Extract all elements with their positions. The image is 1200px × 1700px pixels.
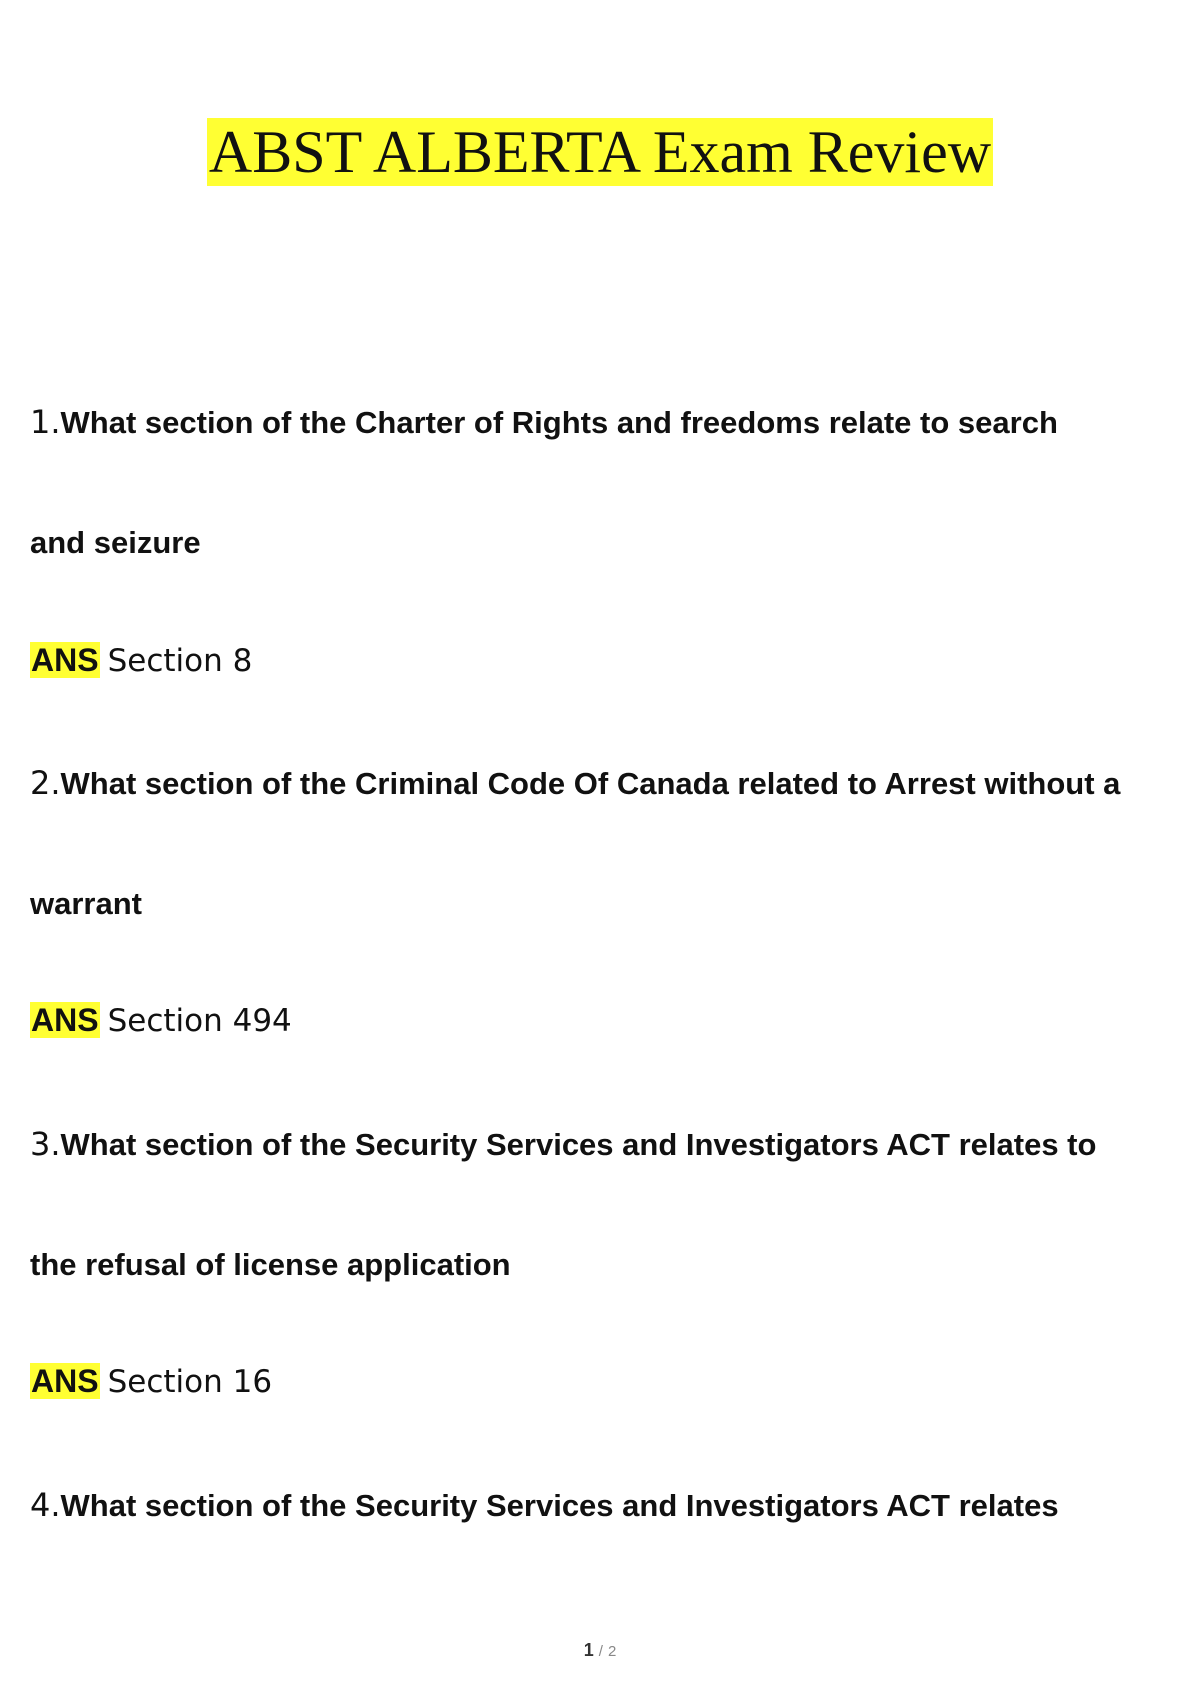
page-indicator [0, 1640, 1200, 1661]
question-3-line-1 [30, 1124, 1096, 1165]
answer-2-text: Section 494 [107, 1003, 292, 1039]
answer-1 [30, 640, 252, 681]
question-1-text-continued: and seizure [30, 525, 201, 560]
answer-3-text: Section 16 [107, 1364, 273, 1400]
question-1-text: What section of the Charter of Rights and freedoms relate to search [60, 405, 1058, 440]
question-1-line-2 [30, 522, 201, 563]
question-3-line-2 [30, 1244, 511, 1285]
page-separator: / [598, 1643, 603, 1660]
question-4-text: What section of the Security Services and Investigators ACT relates [60, 1488, 1059, 1523]
answer-3-label: ANS [31, 1363, 99, 1399]
question-1-line-1 [30, 402, 1058, 443]
question-2-line-1 [30, 763, 1120, 804]
answer-1-label: ANS [31, 642, 99, 678]
question-3-number: 3. [30, 1125, 61, 1163]
question-3-text-continued: the refusal of license application [30, 1247, 511, 1282]
answer-2-label: ANS [31, 1002, 99, 1038]
total-pages: 2 [607, 1643, 617, 1660]
answer-3 [30, 1361, 272, 1402]
question-1-number: 1. [30, 403, 61, 441]
title-container [0, 118, 1200, 186]
answer-2 [30, 1000, 292, 1041]
question-2-number: 2. [30, 764, 61, 802]
question-4-number: 4. [30, 1486, 61, 1524]
question-3-text: What section of the Security Services and Investigators ACT relates to [60, 1127, 1097, 1162]
question-4-line-1 [30, 1485, 1059, 1526]
question-2-line-2 [30, 883, 142, 924]
question-2-text-continued: warrant [30, 886, 142, 921]
document-title: ABST ALBERTA Exam Review [208, 119, 992, 185]
answer-1-text: Section 8 [107, 643, 253, 679]
current-page-number: 1 [583, 1640, 594, 1660]
question-2-text: What section of the Criminal Code Of Canada related to Arrest without a [60, 766, 1121, 801]
